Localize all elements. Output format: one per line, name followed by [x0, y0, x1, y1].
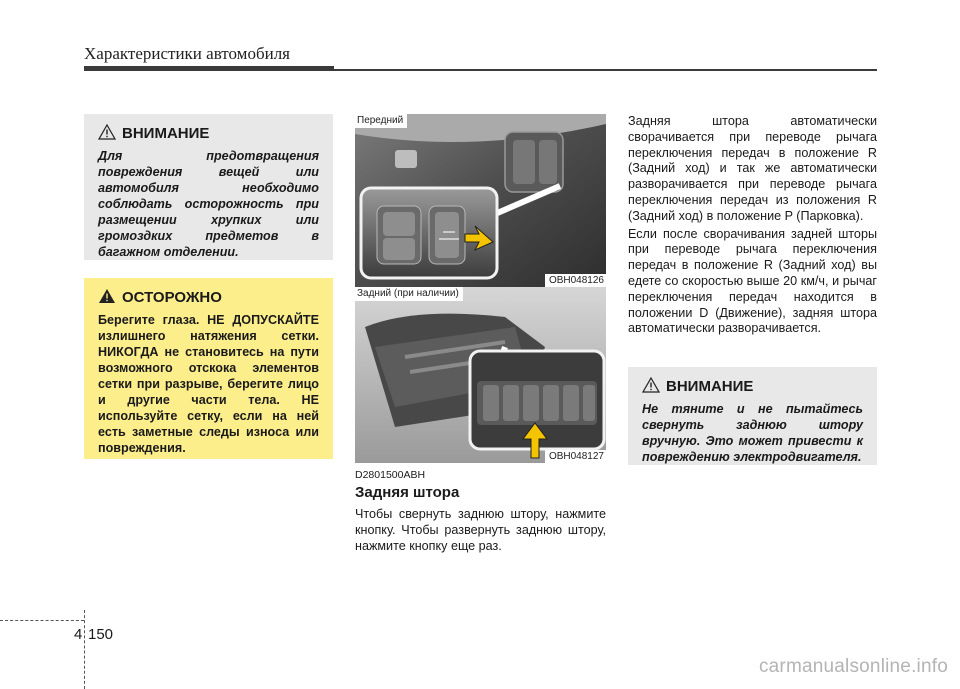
- caution-heading-text: ОСТОРОЖНО: [122, 289, 222, 306]
- figure-rear-label: Задний (при наличии): [355, 287, 463, 301]
- section-paragraph: Чтобы свернуть заднюю штору, нажмите кнопку. Чтобы развернуть заднюю штору, нажмите кнопку еще раз.: [355, 507, 606, 553]
- warning-text: Для предотвращения повреждения вещей или автомобиля необходимо соблюдать осторожность при размещении хрупких или громоздких предметов в багажном отделении.: [98, 149, 319, 259]
- figure-front-switch: [355, 114, 606, 287]
- caution-box-net: [84, 278, 333, 459]
- caution-heading: [98, 288, 319, 308]
- warning-box-luggage: [84, 114, 333, 260]
- footer-rule-horizontal: [0, 620, 84, 621]
- section-title: Задняя штора: [355, 484, 460, 501]
- warning-triangle-icon: [98, 124, 116, 144]
- chapter-number: 4: [74, 626, 83, 643]
- warning-heading: [98, 124, 319, 144]
- warning-heading-2: [642, 377, 863, 397]
- rear-switch-photo: [355, 287, 606, 463]
- right-column-text: [628, 114, 877, 337]
- header-rule-thin: [334, 69, 877, 71]
- page-number: 150: [88, 626, 114, 643]
- right-paragraph-1: Задняя штора автоматически сворачивается при переводе рычага переключения передач в положение R (Задний ход) и так же автоматически разворачивается при переводе рычага переключения передач из положения R (Задний ход) в положение P (Парковка).: [628, 114, 877, 223]
- warning-heading-text: ВНИМАНИЕ: [122, 125, 210, 142]
- figure-rear-code: OBH048127: [545, 450, 606, 463]
- section-body: [355, 507, 606, 554]
- header-rule-thick: [84, 66, 334, 71]
- page-header-title: Характеристики автомобиля: [84, 44, 290, 63]
- caution-text: Берегите глаза. НЕ ДОПУСКАЙТЕ излишнего натяжения сетки. НИКОГДА не становитесь на пути возможного отскока элементов сетки при разрыве, берегите лицо и другие части тела. НЕ используйте сетку, если на ней есть заметные следы износа или повреждения.: [98, 313, 319, 455]
- figure-front-code: OBH048126: [545, 274, 606, 287]
- footer-rule-vertical: [84, 610, 85, 689]
- caution-triangle-icon: [98, 288, 116, 308]
- figure-rear-switch: [355, 287, 606, 463]
- warning-text-2: Не тяните и не пытайтесь свернуть заднюю штору вручную. Это может привести к повреждению электродвигателя.: [642, 402, 863, 464]
- warning-heading-text-2: ВНИМАНИЕ: [666, 378, 754, 395]
- figure-front-label: Передний: [355, 114, 407, 128]
- front-switch-photo: [355, 114, 606, 287]
- warning-box-blind: [628, 367, 877, 465]
- watermark-text: carmanualsonline.info: [758, 656, 948, 677]
- right-paragraph-2: Если после сворачивания задней шторы при переводе рычага переключения передач в положение R (Задний ход) вы едете со скоростью выше 20 км/ч, и рычаг переключения передач находится в положении D (Движение), задняя штора автоматически разворачивается.: [628, 226, 877, 336]
- warning-triangle-icon: [642, 377, 660, 397]
- document-code: D2801500ABH: [355, 469, 426, 481]
